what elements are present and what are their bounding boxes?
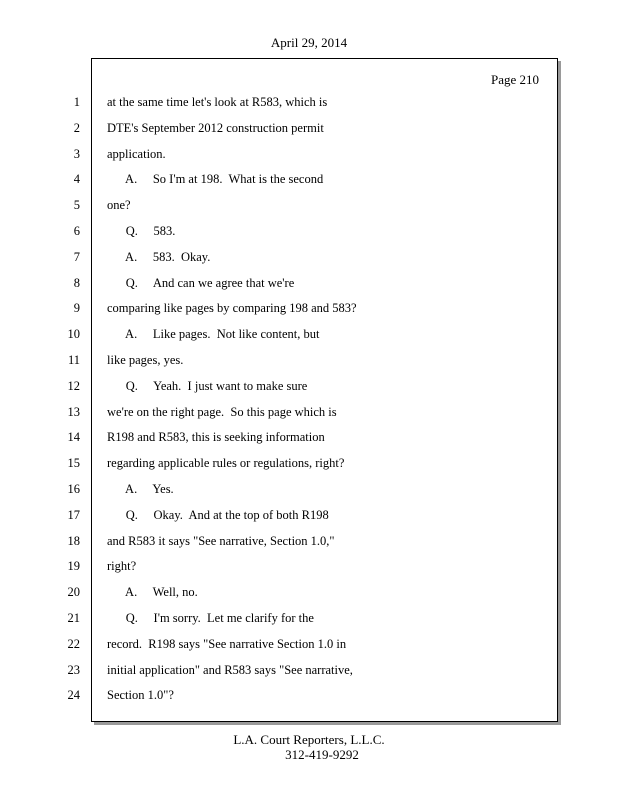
header-date: April 29, 2014 <box>270 35 348 50</box>
line-number: 2 <box>73 121 80 135</box>
line-number: 20 <box>67 585 80 599</box>
transcript-line: A. Like pages. Not like content, but <box>107 327 320 341</box>
footer-company: L.A. Court Reporters, L.L.C. <box>233 732 385 747</box>
line-number: 18 <box>67 534 80 548</box>
transcript-line: A. So I'm at 198. What is the second <box>107 172 324 186</box>
transcript-line: like pages, yes. <box>107 353 184 367</box>
line-number: 16 <box>67 482 80 496</box>
transcript-line: record. R198 says "See narrative Section 1.0 in <box>107 637 347 651</box>
transcript-line: Q. 583. <box>107 224 176 238</box>
line-number: 14 <box>67 430 80 444</box>
transcript-line: initial application" and R583 says "See narrative, <box>107 663 353 677</box>
line-number: 9 <box>73 301 80 315</box>
line-number: 3 <box>73 147 80 161</box>
transcript-line: at the same time let's look at R583, which is <box>107 95 328 109</box>
line-number: 4 <box>73 172 80 186</box>
transcript-line: Q. Okay. And at the top of both R198 <box>107 508 329 522</box>
line-number: 6 <box>73 224 80 238</box>
line-number: 12 <box>67 379 80 393</box>
line-number: 17 <box>67 508 80 522</box>
page-number: Page 210 <box>490 72 539 87</box>
line-number: 10 <box>67 327 80 341</box>
line-number: 1 <box>73 95 80 109</box>
transcript-line: Section 1.0"? <box>107 688 174 702</box>
transcript-line: A. Well, no. <box>107 585 198 599</box>
transcript-line: application. <box>107 147 166 161</box>
transcript-line: and R583 it says "See narrative, Section 1.0," <box>107 534 335 548</box>
transcript-line: Q. Yeah. I just want to make sure <box>107 379 308 393</box>
transcript-line: one? <box>107 198 131 212</box>
line-number: 21 <box>67 611 80 625</box>
transcript-line: R198 and R583, this is seeking information <box>107 430 325 444</box>
transcript-line: we're on the right page. So this page which is <box>107 405 337 419</box>
line-number: 13 <box>67 405 80 419</box>
transcript-line: comparing like pages by comparing 198 and 583? <box>107 301 357 315</box>
line-number: 19 <box>67 559 80 573</box>
transcript-line: right? <box>107 559 137 573</box>
line-number: 23 <box>67 663 80 677</box>
transcript-line: DTE's September 2012 construction permit <box>107 121 324 135</box>
line-number: 11 <box>67 353 80 367</box>
transcript-line: regarding applicable rules or regulations, right? <box>107 456 345 470</box>
line-number: 5 <box>73 198 80 212</box>
line-number: 22 <box>67 637 80 651</box>
transcript-line: A. Yes. <box>107 482 174 496</box>
footer-phone: 312-419-9292 <box>285 747 359 762</box>
line-number: 8 <box>73 276 80 290</box>
transcript-line: Q. And can we agree that we're <box>107 276 295 290</box>
line-number: 15 <box>67 456 80 470</box>
transcript-line: A. 583. Okay. <box>107 250 211 264</box>
line-number: 7 <box>73 250 80 264</box>
transcript-line: Q. I'm sorry. Let me clarify for the <box>107 611 314 625</box>
line-number: 24 <box>67 688 80 702</box>
